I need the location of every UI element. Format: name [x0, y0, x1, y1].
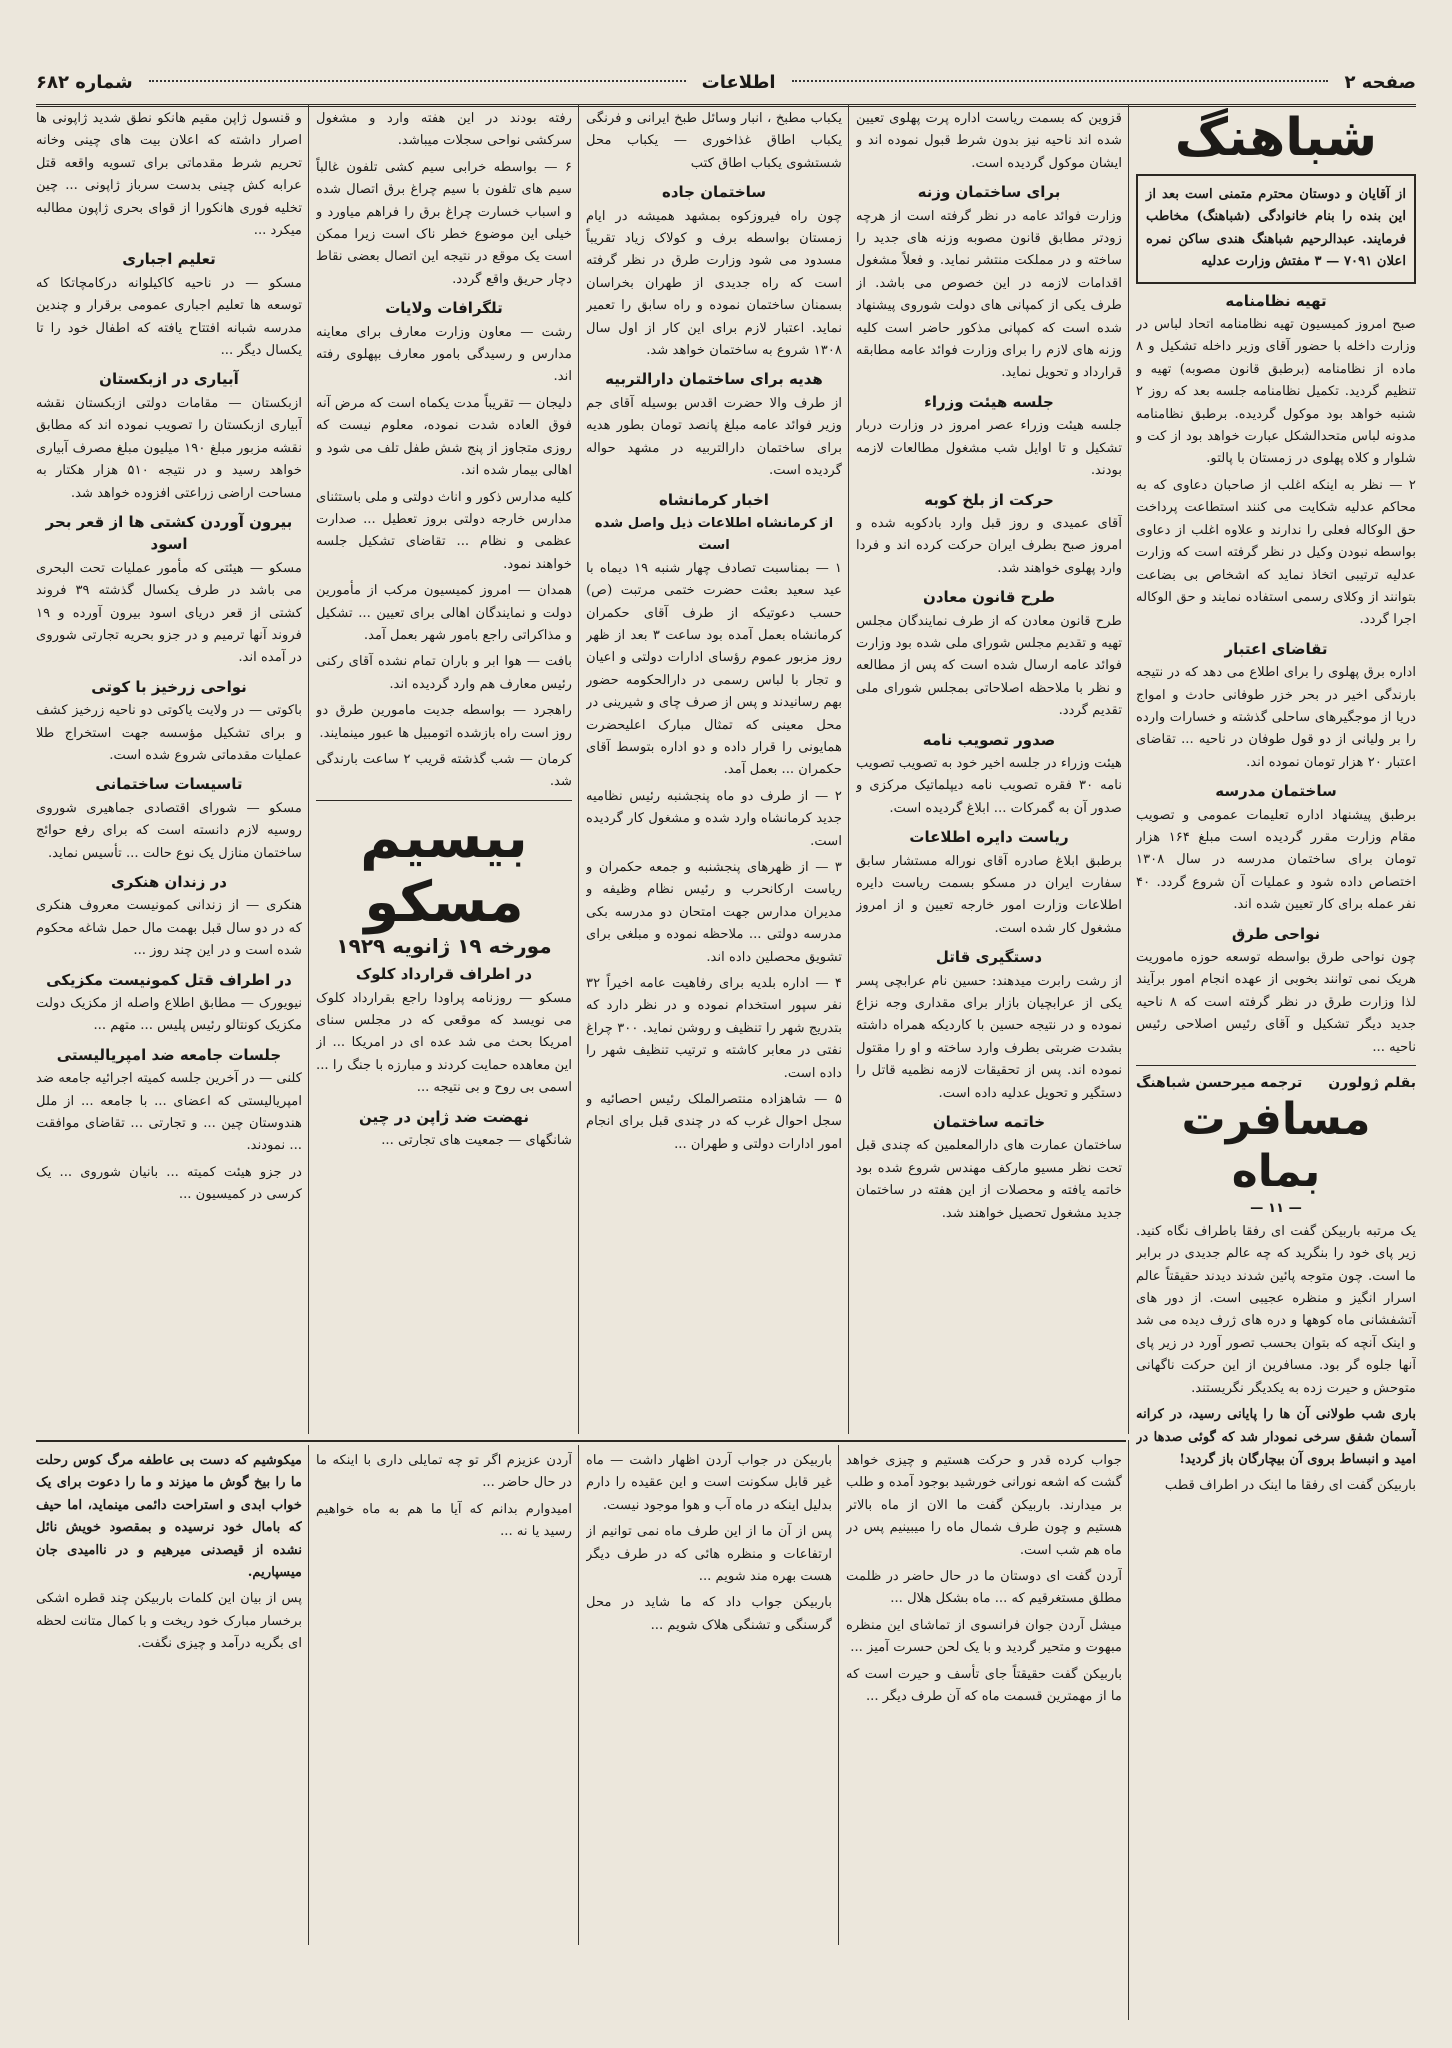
- story-text: آردن عزیزم اگر تو چه تمایلی داری با اینکه ما در حال حاضر ...: [316, 1453, 572, 1491]
- article-text: وزارت فوائد عامه در نظر گرفته است از هرچه زودتر مطابق قانون مصوبه وزنه های جدید را ساخته و در مملکت منتشر نماید. و فعلاً مشغول اقدامات لازمه در این خصوص می باشد. از طرف یکی از کمپانی های دولت شوروی پیشنهاد شده است که کمپانی مذکور حاضر است کلیه وزنه های لازم را برای وزارت فوائد عامه مطابقه قرارداد و تحویل نماید.: [856, 208, 1122, 381]
- column-rule: [578, 1445, 579, 1945]
- column-1: [1136, 108, 1416, 2018]
- article-text: ۵ — شاهزاده منتصرالملک رئیس احصائیه و سجل احوال غرب که در چندی قبل برای انجام امور ادارات دولتی و طهران ...: [586, 1092, 842, 1152]
- divider: [1136, 1065, 1416, 1066]
- headline: بیرون آوردن کشتی ها از قعر بحر اسود: [45, 512, 293, 554]
- story-text: پس از بیان این کلمات باربیکن چند قطره اشکی برخسار مبارک خود ریخت و با کمال متانت لحظه ای بگریه درآمد و چیزی نگفت.: [36, 1591, 302, 1652]
- headline: در اطراف قتل کمونیست مکزیکی: [46, 970, 292, 989]
- headline: تلگرافات ولایات: [385, 299, 503, 318]
- headline: نواحی زرخیز با کوتی: [91, 677, 247, 696]
- column-rule: [308, 1445, 309, 1945]
- article-text: ساختمان عمارت های دارالمعلمین که چندی قبل تحت نظر مسیو مارکف مهندس شروع شده بود خاتمه یافته و محصلات از این هفته در ساختمان جدید مشغول تحصیل خواهند شد.: [856, 1138, 1122, 1221]
- page-header: [36, 62, 1416, 107]
- article-text: کلنی — در آخرین جلسه کمیته اجرائیه جامعه ضد امپریالیستی که اعضای ... با جامعه ... از ملل هندوستان چین ... و تجارتی ... تقاضای موافقت ... نمودند.: [36, 1071, 302, 1154]
- article-text: کلیه مدارس ذکور و اناث دولتی و ملی باستثنای مدارس خارجه دولتی بروز تعطیل ... صدارت عظمی و نظام ... تقاضای تشکیل جلسه خواهند نمود.: [316, 489, 572, 572]
- masthead-shabahang: شباهنگ: [1174, 108, 1378, 168]
- article-text: رفته بودند در این هفته وارد و مشغول سرکشی نواحی سجلات میباشد.: [316, 111, 572, 149]
- newspaper-name: اطلاعات: [701, 71, 776, 93]
- headline: خاتمه ساختمان: [932, 1113, 1046, 1132]
- article-text: آقای عمیدی و روز قبل وارد بادکوبه شده و امروز صبح بطرف ایران حرکت کرده اند و فردا وارد پهلوی خواهند شد.: [856, 515, 1122, 576]
- headline: تعلیم اجباری: [122, 250, 216, 269]
- article-text: چون راه فیروزکوه بمشهد همیشه در ایام زمستان بواسطه برف و کولاک زیاد تقریباً مسدود می شود وزارت طرق در نظر گرفته است که راه جدیدی از طهران بخراسان بسمنان ساختمان نموده و راه سابق را تعمیر نماید. اعتبار لازم برای این کار از اول سال ۱۳۰۸ شروع به ساختمان خواهد شد.: [586, 208, 842, 359]
- story-text: جواب کرده قدر و حرکت هستیم و چیزی خواهد گشت که اشعه نورانی خورشید بوجود آمده و طلب بر میدارند. باربیکن گفت ما الان از ماه بالاتر هستیم و چون طرف شمال ماه را میبینیم پس در ماه هم شب است.: [846, 1453, 1122, 1558]
- column-rule: [848, 104, 849, 1434]
- serial-column-4: [36, 1450, 302, 2010]
- article-text: رشت — معاون وزارت معارف برای معاینه مدارس و رسیدگی بامور معارف بپهلوی رفته اند.: [316, 324, 572, 385]
- article-text: مسکو — هیئتی که مأمور عملیات تحت البحری می باشد در طرف یکسال گذشته ۳۹ فروند کشتی از قعر دریای اسود بیرون آورده و ۱۹ فروند آنها ترمیم و در جزو بحریه تجارتی شوروی در آمده اند.: [36, 560, 302, 666]
- headline: حرکت از بلخ کوبه: [924, 490, 1054, 509]
- article-text: اداره برق پهلوی را برای اطلاع می دهد که در نتیجه بارندگی اخیر در بحر خزر طوفانی حادث و امواج دریا از موجگیرهای ساحلی گذشته و خسارات وارده را بر ولیانی از دو قول طوفان در ناحیه ... تقاضای اعتبار ۲۰ هزار تومان نموده اند.: [1136, 665, 1416, 770]
- article-text: راهجرد — بواسطه جدیت مامورین طرق دو روز است راه بازشده اتومبیل ها عبور مینمایند.: [316, 703, 572, 741]
- article-text: یکباب مطبخ ، انبار وسائل طبخ ایرانی و فرنگی یکباب اطاق غذاخوری — یکباب محل شستشوی یکباب اطاق کتب: [586, 111, 842, 171]
- column-3: [586, 108, 842, 1433]
- story-bold-text: باری شب طولانی آن ها را پایانی رسید، در کرانه آسمان شفق سرخی نمودار شد که گوئی صدها در امید و انبساط بروی آن بیچارگان باز گردید!: [1136, 1407, 1416, 1467]
- serial-column-3: [316, 1450, 572, 2010]
- article-text: کرمان — شب گذشته قریب ۲ ساعت بارندگی شد.: [316, 751, 572, 790]
- article-text: از طرف والا حضرت اقدس بوسیله آقای جم وزیر فوائد عامه مبلغ پانصد تومان بطور هدیه برای ساختمان دارالتربیه در مشهد حواله گردیده است.: [586, 395, 842, 479]
- headline: در اطراف قرارداد کلوک: [355, 965, 533, 984]
- article-text: ۱ — بمناسبت تصادف چهار شنبه ۱۹ دیماه با عید سعید بعثت حضرت ختمی مرتبت (ص) حسب دعوتیکه از طرف آقای حکمران کرمانشاه بعمل آمده بود ساعت ۳ بعد از ظهر روز مزبور عموم رؤسای ادارات دولتی و اعیان و تجار با لباس رسمی در دارالحکومه حضور بهم رسانیدند و پس از صرف چای و شیرینی در محل معینی که تمثال مبارک اعلیحضرت همایونی را قرار داده و دو اداره بتوسط آقای حکمران ... بعمل آمد.: [586, 560, 842, 778]
- headline: ساختمان جاده: [661, 183, 767, 202]
- serial-column-2: [586, 1450, 832, 2010]
- story-byline: [1136, 1072, 1416, 1094]
- article-text: مسکو — در ناحیه کاکیلوانه درکامچاتکا که توسعه ها تعلیم اجباری عمومی برقرار و چندین مدرسه شبانه افتتاح یافته که اطفال خود را تا یکسال دیگر ...: [36, 275, 302, 359]
- story-bold-text: میکوشیم که دست بی عاطفه مرگ کوس رحلت ما را بیخ گوش ما میزند و ما را دعوت برای یک خواب ابدی و استراحت دائمی مینماید، اما حیف که بامال خود نرسیده و بمقصود خویش نائل نشده از قیصدنی میرهیم و در ناامیدی جان میسپاریم.: [36, 1453, 302, 1581]
- headline: نواحی طرق: [1231, 924, 1321, 943]
- article-text: هیئت وزراء در جلسه اخیر خود به تصویب تصویب نامه ۳۰ فقره تصویب نامه دیپلماتیک مرکزی و صدور آن به گمرکات ... ابلاغ گردیده است.: [856, 755, 1122, 816]
- article-text: ۲ — از طرف دو ماه پنجشنبه رئیس نظامیه جدید کرمانشاه وارد شده و مشغول کار گردیده است.: [586, 788, 842, 849]
- article-text: از رشت رابرت میدهند: حسین نام عرابچی پسر یکی از عرابچیان بازار برای مقداری وجه نزاع نموده و در نتیجه حسین با کاردیکه همراه داشته بشدت ضربتی بطرف وارد ساخته و او را مقتول نموده اند. پس از تحقیقات لازمه نظمیه قاتل را دستگیر و تحویل عدلیه داده است.: [856, 973, 1122, 1101]
- article-text: ۶ — بواسطه خرابی سیم کشی تلفون غالباً سیم های تلفون با سیم چراغ برق اتصال شده و اسباب خسارت چراغ برق را فراهم میاورد و خیلی این موضوع خطر ناک است زیرا ممکن است یک موقع در نتیجه این اتصال بعضی نقاط دچار حریق واقع گردد.: [316, 159, 572, 287]
- story-text: یک مرتبه باربیکن گفت ای رفقا باطراف نگاه کنید. زیر پای خود را بنگرید که چه عالم جدیدی در برابر ما است. چون متوجه پائین شدند دیدند حقیقتاً عالم اسرار انگیز و منظره عجیبی است. از دور های آتشفشانی ماه کوهها و دره های ژرف دیده می شد و اینک آنچه که بتوان بحسب تصور آورد در زیر پای آنها جلوه گر بود. مسافرین از این حرکت ناگهانی متوحش و حیرت زده به یکدیگر نگریستند.: [1136, 1223, 1416, 1396]
- article-text: هنکری — از زندانی کمونیست معروف هنکری که در دو سال قبل بهمت مال حمل شاغه محکوم شده است و در این چند روز ...: [36, 898, 302, 959]
- headline: صدور تصویب نامه: [922, 730, 1056, 749]
- article-text: چون نواحی طرق بواسطه توسعه حوزه ماموریت هریک نمی توانند بخوبی از عهده انجام امور برآیند لذا وزارت طرق در نظر گرفته است که ۸ ناحیه جدید دیگر تشکیل و آقای رئیس اصلاحی رئیس ناحیه ...: [1136, 950, 1416, 1055]
- headline: تقاضای اعتبار: [1224, 639, 1328, 658]
- column-rule: [1128, 104, 1129, 1434]
- headline: هدیه برای ساختمان دارالتربیه: [605, 370, 823, 389]
- name-change-notice: از آقایان و دوستان محترم متمنی است بعد از این بنده را بنام خانوادگی (شباهنگ) مخاطب فرمایند. عبدالرحیم شباهنگ هندی ساکن نمره اعلان ۷۰۹۱ — ۳ مفتش وزارت عدلیه: [1136, 174, 1416, 284]
- article-text: بافت — هوا ابر و باران تمام نشده آقای رکنی رئیس معارف هم وارد گردیده اند.: [316, 654, 572, 692]
- translator: ترجمه میرحسن شباهنگ: [1136, 1075, 1303, 1092]
- story-text: امیدوارم بدانم که آیا ما هم به ماه خواهیم رسید یا نه ...: [316, 1501, 572, 1540]
- article-text: ۳ — از ظهرهای پنجشنبه و جمعه حکمران و ریاست ارکانحرب و رئیس نظام وظیفه و مدیران مدارس جهت امتحان دو مدرسه بکی مدرسه دولتی ... ملاحظه نموده و مبلغی برای تشویق محصلین داده اند.: [586, 860, 842, 965]
- article-text: همدان — امروز کمیسیون مرکب از مأمورین دولت و نمایندگان اهالی برای تعیین ... تشکیل و مذاکراتی راجع بامور شهر بعمل آمد.: [316, 583, 572, 643]
- story-text: باربیکن گفت ای رفقا ما اینک در اطراف قطب: [1164, 1478, 1416, 1494]
- headline: ساختمان مدرسه: [1215, 782, 1337, 801]
- headline: در زندان هنکری: [111, 873, 227, 891]
- divider: [316, 800, 572, 801]
- header-ornament-right: [792, 80, 1329, 84]
- article-text: باکوتی — در ولایت یاکوتی دو ناحیه زرخیز کشف و برای تشکیل مؤسسه جهت استخراج طلا عملیات مقدماتی شروع شده است.: [36, 703, 302, 763]
- headline: اخبار کرمانشاه: [659, 490, 769, 509]
- column-rule: [578, 104, 579, 1434]
- column-rule: [308, 104, 309, 1434]
- article-text: و قنسول ژاپن مقیم هانکو نطق شدید ژاپونی ها اصرار داشته که اعلان بیت های چینی وخانه تحریم شرط مقدماتی برای تسویه واقعه قتل عرابه کش چینی بدست سرباز ژاپونی ... چین تخلیه فوری هانکورا از قوای بحری ژاپون مطالبه میکرد ...: [36, 111, 302, 239]
- headline: نهضت ضد ژاپن در چین: [359, 1107, 529, 1126]
- story-text: آردن گفت ای دوستان ما در حال حاضر در ظلمت مطلق مستغرقیم که ... ماه بشکل هلال ...: [846, 1569, 1122, 1607]
- article-text: مسکو — روزنامه پراودا راجع بقرارداد کلوک می نویسد که موقعی که در مجلس سنای امریکا بحث می شد عده ای در امریکا ... از این معاهده حمایت کردند و مبارزه با جنگ را ... اسمی بی روح و بی نتیجه ...: [316, 990, 572, 1096]
- article-text: شانگهای — جمعیت های تجارتی ...: [381, 1133, 572, 1149]
- story-text: پس از آن ما از این طرف ماه نمی توانیم از ارتفاعات و منظره هائی که در طرف دیگر هست بهره مند شویم ...: [586, 1524, 832, 1585]
- article-text: در جزو هیئت کمیته ... بانیان شوروی ... یک کرسی در کمیسیون ...: [36, 1164, 302, 1203]
- article-text: ۴ — اداره بلدیه برای رفاهیت عامه اخیراً ۳۲ نفر سپور استخدام نموده و در نظر دارد که بتدریج شهر را تنظیف و روشن نماید. ۳۰۰ چراغ نفتی در معابر کاشته و ترتیب تنظیف شهر را داده است.: [586, 976, 842, 1081]
- section-title-moscow-radio: بیسیم مسکو: [360, 805, 528, 935]
- column-5: [36, 108, 302, 1433]
- column-rule: [1128, 1440, 1129, 2020]
- headline: جلسات جامعه ضد امپریالیستی: [56, 1045, 282, 1064]
- article-text: برطبق ابلاغ صادره آقای نوراله مستشار سابق سفارت ایران در مسکو بسمت ریاست دایره اطلاعات وزارت امور خارجه تعیین و از امروز مشغول کار شده است.: [856, 853, 1122, 936]
- subheadline: از کرمانشاه اطلاعات ذیل واصل شده است: [594, 515, 834, 554]
- story-text: باربیکن گفت حقیقتاً جای تأسف و حیرت است که ما از مهمترین قسمت ماه که آن طرف دیگر ...: [846, 1666, 1122, 1705]
- header-ornament-left: [149, 80, 686, 84]
- issue-number: شماره ۶۸۲: [36, 71, 133, 93]
- section-divider: [36, 1440, 1126, 1442]
- author: بقلم ژولورن: [1328, 1075, 1416, 1092]
- headline: جلسه هیئت وزراء: [924, 392, 1054, 411]
- story-part: — ۱۱ —: [1250, 1201, 1302, 1217]
- story-title: مسافرت بماه: [1181, 1094, 1371, 1198]
- headline: برای ساختمان وزنه: [917, 183, 1061, 202]
- headline: تهیه نظامنامه: [1225, 291, 1327, 310]
- article-text: دلیجان — تقریباً مدت یکماه است که مرض آنه فوق العاده شدت نموده، معلوم نیست که روزی متجاوز از پنج شش طفل تلف می شود و اهالی بیمار شده اند.: [316, 395, 572, 479]
- article-text: نیویورک — مطابق اطلاع واصله از مکزیک دولت مکزیک کونتالو رئیس پلیس ... متهم ...: [36, 996, 302, 1034]
- article-text: مسکو — شورای اقتصادی جماهیری شوروی روسیه لازم دانسته است که برای رفع حوائج ساختمان منازل یک نوع حالت ... تأسیس نماید.: [36, 800, 302, 861]
- story-text: میشل آردن جوان فرانسوی از تماشای این منظره مبهوت و متحیر گردید و با یک لحن حسرت آمیز ...: [846, 1617, 1122, 1656]
- headline: تاسیسات ساختمانی: [95, 775, 243, 794]
- article-text: قزوین که بسمت ریاست اداره پرت پهلوی تعیین شده اند ناحیه نیز بدون شرط قبول نموده اند و ایشان موکول گردیده است.: [856, 111, 1122, 171]
- article-text: برطبق پیشنهاد اداره تعلیمات عمومی و تصویب مقام وزارت مقرر گردیده است مبلغ ۱۶۴ هزار تومان برای ساختمان مدرسه در سال ۱۳۰۸ اختصاص داده شود و عملیات آن شروع گردد. ۴۰ نفر عمله برای کار تعیین شده اند.: [1136, 807, 1416, 913]
- headline: ریاست دایره اطلاعات: [909, 828, 1069, 847]
- story-text: باربیکن جواب داد که ما شاید در محل گرسنگی و تشنگی هلاک شویم ...: [586, 1595, 832, 1633]
- headline: دستگیری قاتل: [935, 948, 1043, 967]
- column-4: [316, 108, 572, 1433]
- serial-column-1: [846, 1450, 1122, 2010]
- article-text: ازبکستان — مقامات دولتی ازبکستان نقشه آبیاری ازبکستان را تصویب نموده اند که مطابق نقشه مزبور مبلغ ۱۹۰ میلیون مبلغ مصرف آبیاری خواهد رسید و در نتیجه ۵۱۰ هزار هکتار به مساحت اراضی زراعتی افزوده خواهد شد.: [36, 395, 302, 501]
- column-2: [856, 108, 1122, 1433]
- story-text: باربیکن در جواب آردن اظهار داشت — ماه غیر قابل سکونت است و این عقیده را دارم بدلیل اینکه در ماه آب و هوا موجود نیست.: [586, 1453, 832, 1513]
- headline: طرح قانون معادن: [923, 588, 1055, 607]
- headline: آبیاری در ازبکستان: [99, 370, 239, 389]
- article-text: ۲ — نظر به اینکه اغلب از صاحبان دعاوی که به محاکم عدلیه شکایت می کنند استطاعت پرداخت حق الوکاله فعلی را ندارند و علاوه اغلب از دعاوی بواسطه نبودن وکیل در نظر گرفته است که وزارت عدلیه ترتیبی اتخاذ نماید که اشخاص بی بضاعت بتوانند از وکلای رسمی استفاده نمایند و حق الوکاله اجرا گردد.: [1136, 477, 1416, 628]
- article-text: صبح امروز کمیسیون تهیه نظامنامه اتحاد لباس در وزارت داخله با حضور آقای وزیر داخله تشکیل و ۸ ماده از نظامنامه (برطبق قانون مصوبه) تهیه و تنظیم گردید. تکمیل نظامنامه جلسه بعد که روز ۲ شنبه خواهد بود موکول گردیده. برطبق نظامنامه مدونه لباس متحدالشکل عبارت خواهد بود از کت و شلوار و کلاه پهلوی در زمستان با پالتو.: [1136, 317, 1416, 467]
- section-date: مورخه ۱۹ ژانویه ۱۹۲۹: [336, 933, 552, 958]
- article-text: جلسه هیئت وزراء عصر امروز در وزارت دربار تشکیل و تا اوایل شب مشغول مطالعات لازمه بودند.: [856, 418, 1122, 479]
- article-text: طرح قانون معادن که از طرف نمایندگان مجلس تهیه و تقدیم مجلس شورای ملی شده بود وزارت فوائد عامه ارسال شده است که پس از مطالعه و نظر با ملاحظه اصلاحاتی بمجلس شورای ملی تقدیم گردد.: [856, 613, 1122, 719]
- page-number: صفحه ۲: [1344, 71, 1416, 93]
- column-rule: [838, 1445, 839, 1945]
